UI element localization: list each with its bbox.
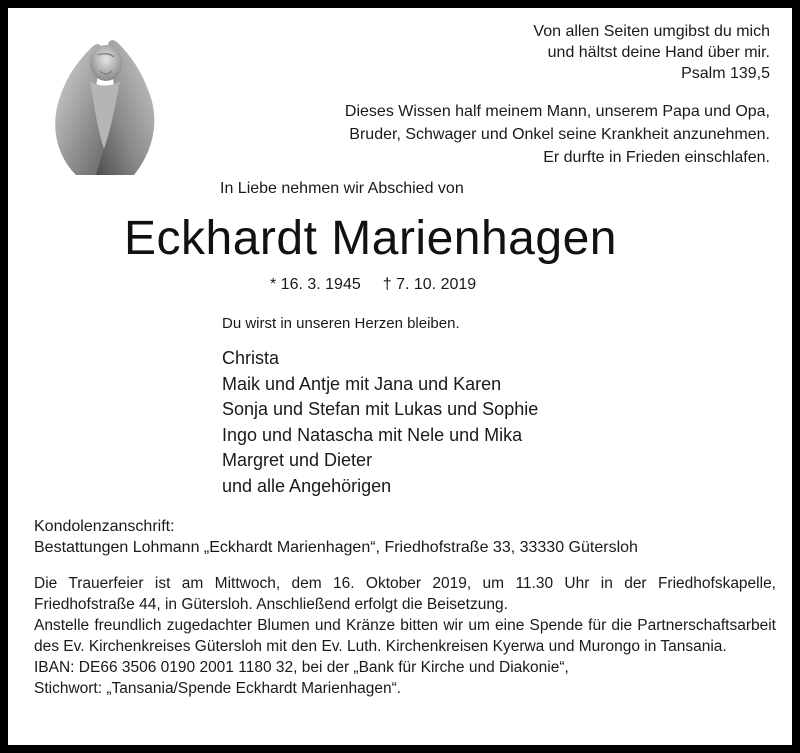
mourner-entry: Margret und Dieter [222,450,373,470]
obituary-notice [8,8,792,745]
intro-line: Dieses Wissen half meinem Mann, unserem Papa und Opa, [344,103,770,120]
life-dates [270,276,476,294]
donation-request: Anstelle freundlich zugedachter Blumen und Kränze bitten wir um eine Spende für die Partnerschaftsarbeit des Ev. Kirchenkreises Gütersloh mit den Ev. Luth. Kirchenkreisen Kyerwa und Murongo in Tansania. [34,617,776,655]
condolence-address: Bestattungen Lohmann „Eckhardt Marienhagen“, Friedhofstraße 33, 33330 Gütersloh [34,539,638,556]
condolence-label: Kondolenzanschrift: [34,518,175,535]
psalm-reference: Psalm 139,5 [681,65,770,82]
donation-keyword: Stichwort: „Tansania/Spende Eckhardt Marienhagen“. [34,680,402,697]
psalm-quote [533,21,770,84]
condolence-address-block [34,516,638,558]
service-details [34,573,776,699]
deceased-name: Eckhardt Marienhagen [124,212,617,265]
birth-date: * 16. 3. 1945 [270,276,361,293]
praying-hands-icon [46,25,164,177]
mourner-entry: Ingo und Natascha mit Nele und Mika [222,424,523,445]
intro-line: Er durfte in Frieden einschlafen. [543,149,770,166]
mourners-list [222,346,538,499]
mourner-entry: und alle Angehörigen [222,475,392,496]
death-date: † 7. 10. 2019 [382,276,477,293]
mourner-entry: Christa [222,348,280,368]
lead-in-text: In Liebe nehmen wir Abschied von [220,180,464,197]
mourner-entry: Maik und Antje mit Jana und Karen [222,373,502,394]
iban-line: IBAN: DE66 3506 0190 2001 1180 32, bei der „Bank für Kirche und Diakonie“, [34,659,569,676]
remembrance-line: Du wirst in unseren Herzen bleiben. [222,315,460,332]
psalm-line: und hältst deine Hand über mir. [547,44,770,61]
funeral-info: Die Trauerfeier ist am Mittwoch, dem 16. Oktober 2019, um 11.30 Uhr in der Friedhofskapelle, Friedhofstraße 44, in Gütersloh. Anschließend erfolgt die Beisetzung. [34,575,776,613]
psalm-line: Von allen Seiten umgibst du mich [533,23,770,40]
intro-line: Bruder, Schwager und Onkel seine Krankheit anzunehmen. [349,126,770,143]
mourner-entry: Sonja und Stefan mit Lukas und Sophie [222,399,539,419]
intro-text [345,100,770,169]
